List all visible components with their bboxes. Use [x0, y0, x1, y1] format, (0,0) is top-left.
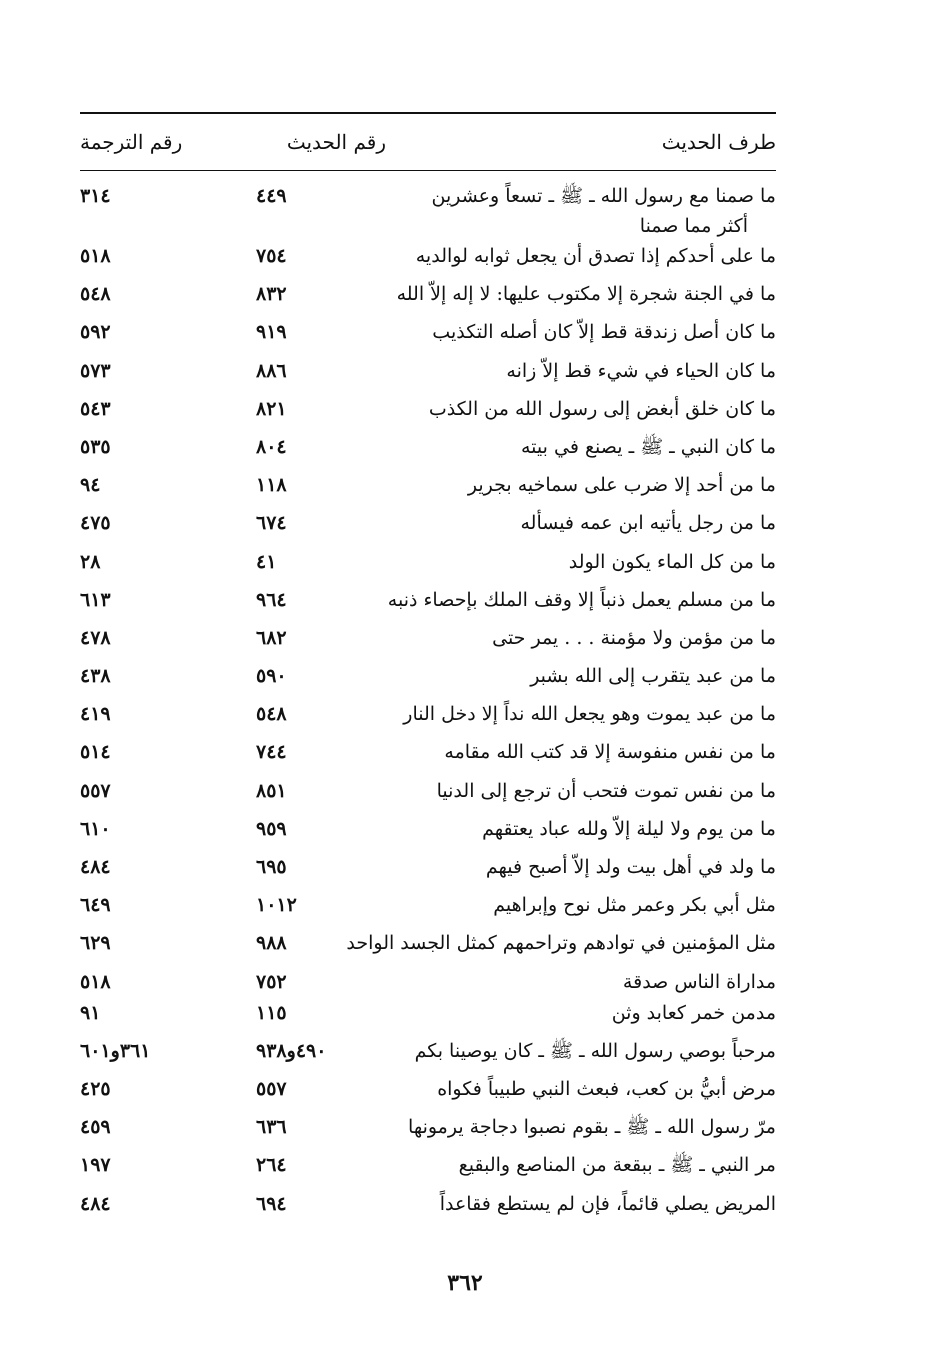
table-row — [80, 585, 776, 623]
table-row — [80, 1150, 776, 1188]
hadith-continuation: أكثر مما صمنا — [639, 215, 748, 237]
hadith-text — [386, 470, 776, 500]
hadith-number: ٦٣٦ — [256, 1116, 287, 1139]
tarjama-number: ٥١٨ — [80, 245, 111, 267]
hadith-text — [386, 623, 776, 653]
index-page — [80, 112, 776, 1227]
hadith-line: ما من مسلم يعمل ذنباً إلا وقف الملك بإحصاء ذنبه — [387, 588, 776, 611]
table-row — [80, 967, 776, 998]
tarjama-number: ٥٤٨ — [80, 283, 111, 306]
header-number: رقم الحديث — [286, 130, 386, 154]
tarjama-number: ٥١٨ — [80, 970, 111, 993]
hadith-number: ٧٥٢ — [256, 970, 287, 993]
hadith-text — [386, 1036, 776, 1066]
hadith-text — [346, 928, 776, 958]
table-row — [80, 508, 776, 546]
table-row — [80, 998, 776, 1036]
hadith-line: ما كان خلق أبغض إلى رسول الله من الكذب — [428, 397, 776, 420]
hadith-text — [386, 181, 776, 241]
hadith-line: ما ولد في أهل بيت ولد إلاّ أصبح فيهم — [485, 856, 776, 878]
hadith-line: ما صمنا مع رسول الله ـ ﷺ ـ تسعاً وعشرين — [431, 185, 776, 207]
tarjama-number: ٥٥٧ — [80, 779, 111, 802]
hadith-line: مرحباً بوصي رسول الله ـ ﷺ ـ كان يوصينا بكم — [414, 1039, 776, 1062]
hadith-number: ٦٩٤ — [256, 1192, 287, 1215]
hadith-text — [386, 1074, 776, 1104]
hadith-number: ٤٤٩ — [256, 185, 287, 207]
hadith-line: ما من كل الماء يكون الولد — [568, 550, 776, 573]
hadith-text — [386, 814, 776, 844]
table-row — [80, 317, 776, 355]
tarjama-number: ٩١ — [80, 1001, 101, 1024]
hadith-line: ما على أحدكم إذا تصدق أن يجعل ثوابه لوالديه — [415, 245, 776, 267]
hadith-text — [386, 967, 776, 997]
table-row — [80, 776, 776, 814]
table-row — [80, 890, 776, 928]
hadith-number: ٦٨٢ — [256, 626, 287, 649]
table-row — [80, 814, 776, 852]
table-row — [80, 1074, 776, 1112]
tarjama-number: ٤٧٨ — [80, 626, 111, 649]
hadith-number: ٩١٩ — [256, 321, 287, 344]
hadith-text — [386, 356, 776, 386]
tarjama-number: ٥٩٢ — [80, 321, 111, 344]
hadith-line: مداراة الناس صدقة — [622, 970, 776, 993]
hadith-number: ٨٨٦ — [256, 359, 287, 382]
tarjama-number: ٣٦١و٦٠١ — [80, 1039, 151, 1062]
hadith-number: ٥٥٧ — [256, 1077, 287, 1100]
hadith-line: ما من أحد إلا ضرب على سماخيه بجرير — [467, 474, 776, 497]
tarjama-number: ٤١٩ — [80, 703, 111, 726]
table-header — [80, 114, 776, 171]
tarjama-number: ٥٧٣ — [80, 359, 111, 382]
hadith-number: ٨٥١ — [256, 779, 287, 802]
hadith-number: ٦٧٤ — [256, 512, 287, 535]
hadith-number: ٨٠٤ — [256, 435, 287, 458]
hadith-line: ما كان أصل زندقة قط إلاّ كان أصله التكذيب — [432, 321, 776, 344]
table-row — [80, 432, 776, 470]
hadith-line: مدمن خمر كعابد وثن — [611, 1001, 776, 1024]
hadith-text — [386, 737, 776, 767]
table-row — [80, 623, 776, 661]
hadith-text — [386, 776, 776, 806]
table-row — [80, 928, 776, 966]
hadith-line: ما من عبد يموت وهو يجعل الله نداً إلا دخل النار — [403, 703, 776, 726]
tarjama-number: ٤٢٥ — [80, 1077, 111, 1100]
table-row — [80, 547, 776, 585]
hadith-number: ٧٥٤ — [256, 245, 287, 267]
hadith-text — [386, 279, 776, 309]
tarjama-number: ٦١٠ — [80, 817, 111, 840]
table-row — [80, 737, 776, 775]
hadith-number: ١١٥ — [256, 1001, 287, 1024]
hadith-text — [386, 585, 776, 615]
hadith-line: ما من عبد يتقرب إلى الله بشبر — [530, 665, 776, 688]
hadith-text — [386, 241, 776, 271]
hadith-text — [386, 508, 776, 538]
tarjama-number: ٦١٣ — [80, 588, 111, 611]
hadith-number: ٩٥٩ — [256, 817, 287, 840]
table-row — [80, 181, 776, 241]
page-number: ٣٦٢ — [447, 1270, 483, 1296]
hadith-number: ٤٩٠و٩٣٨ — [256, 1039, 327, 1062]
hadith-line: ما في الجنة شجرة إلا مكتوب عليها: لا إله إلاّ الله — [396, 283, 776, 306]
hadith-number: ٩٨٨ — [256, 932, 287, 955]
index-rows — [80, 181, 776, 1227]
tarjama-number: ٩٤ — [80, 474, 101, 497]
hadith-text — [386, 1150, 776, 1180]
table-row — [80, 470, 776, 508]
hadith-text — [386, 699, 776, 729]
hadith-number: ٨٢١ — [256, 397, 287, 420]
hadith-line: مرض أبيُّ بن كعب، فبعث النبي طبيباً فكواه — [437, 1077, 776, 1100]
hadith-line: ما من يوم ولا ليلة إلاّ ولله عباد يعتقهم — [482, 817, 776, 840]
hadith-text — [386, 394, 776, 424]
hadith-text — [386, 661, 776, 691]
hadith-line: المريض يصلي قائماً، فإن لم يستطع فقاعداً — [439, 1192, 776, 1215]
table-row — [80, 1189, 776, 1227]
table-row — [80, 1036, 776, 1074]
hadith-text — [386, 317, 776, 347]
tarjama-number: ٥١٤ — [80, 741, 111, 764]
hadith-text — [386, 890, 776, 920]
table-row — [80, 661, 776, 699]
tarjama-number: ٦٢٩ — [80, 932, 111, 955]
hadith-line: ما كان النبي ـ ﷺ ـ يصنع في بيته — [521, 435, 776, 458]
tarjama-number: ٤٨٤ — [80, 856, 111, 878]
hadith-number: ١١٨ — [256, 474, 287, 497]
hadith-line: مر النبي ـ ﷺ ـ ببقعة من المناصع والبقيع — [458, 1154, 776, 1177]
hadith-line: ما من نفس منفوسة إلا قد كتب الله مقامه — [444, 741, 776, 764]
hadith-text — [386, 1112, 776, 1142]
hadith-line: ما كان الحياء في شيء قط إلاّ زانه — [506, 359, 776, 382]
tarjama-number: ٤٣٨ — [80, 665, 111, 688]
hadith-text — [386, 432, 776, 462]
tarjama-number: ١٩٧ — [80, 1154, 111, 1177]
hadith-line: مثل أبي بكر وعمر مثل نوح وإبراهيم — [493, 894, 776, 917]
hadith-line: مرّ رسول الله ـ ﷺ ـ بقوم نصبوا دجاجة يرمونها — [408, 1116, 776, 1139]
hadith-number: ٥٩٠ — [256, 665, 287, 688]
hadith-number: ٩٦٤ — [256, 588, 287, 611]
hadith-line: مثل المؤمنين في توادهم وتراحمهم كمثل الجسد الواحد — [346, 932, 776, 955]
hadith-number: ٧٤٤ — [256, 741, 287, 764]
hadith-number: ٨٣٢ — [256, 283, 287, 306]
table-row — [80, 356, 776, 394]
hadith-number: ٥٤٨ — [256, 703, 287, 726]
table-row — [80, 279, 776, 317]
tarjama-number: ٤٧٥ — [80, 512, 111, 535]
tarjama-number: ٥٣٥ — [80, 435, 111, 458]
tarjama-number: ٣١٤ — [80, 185, 111, 207]
hadith-text — [386, 998, 776, 1028]
table-row — [80, 394, 776, 432]
tarjama-number: ٢٨ — [80, 550, 101, 573]
hadith-number: ٤١ — [256, 550, 277, 573]
header-hadith: طرف الحديث — [661, 130, 776, 154]
tarjama-number: ٤٨٤ — [80, 1192, 111, 1215]
tarjama-number: ٥٤٣ — [80, 397, 111, 420]
hadith-number: ١٠١٢ — [256, 894, 297, 917]
hadith-line: ما من مؤمن ولا مؤمنة . . . يمر حتى — [492, 626, 776, 649]
hadith-number: ٦٩٥ — [256, 856, 287, 878]
hadith-text — [386, 547, 776, 577]
hadith-text — [386, 852, 776, 882]
hadith-line: ما من رجل يأتيه ابن عمه فيسأله — [520, 512, 776, 535]
table-row — [80, 1112, 776, 1150]
header-tarjama: رقم الترجمة — [80, 130, 183, 154]
table-row — [80, 241, 776, 279]
table-row — [80, 699, 776, 737]
table-row — [80, 852, 776, 890]
hadith-line: ما من نفس تموت فتحب أن ترجع إلى الدنيا — [436, 779, 776, 802]
tarjama-number: ٤٥٩ — [80, 1116, 111, 1139]
hadith-text — [386, 1189, 776, 1219]
tarjama-number: ٦٤٩ — [80, 894, 111, 917]
hadith-number: ٢٦٤ — [256, 1154, 287, 1177]
